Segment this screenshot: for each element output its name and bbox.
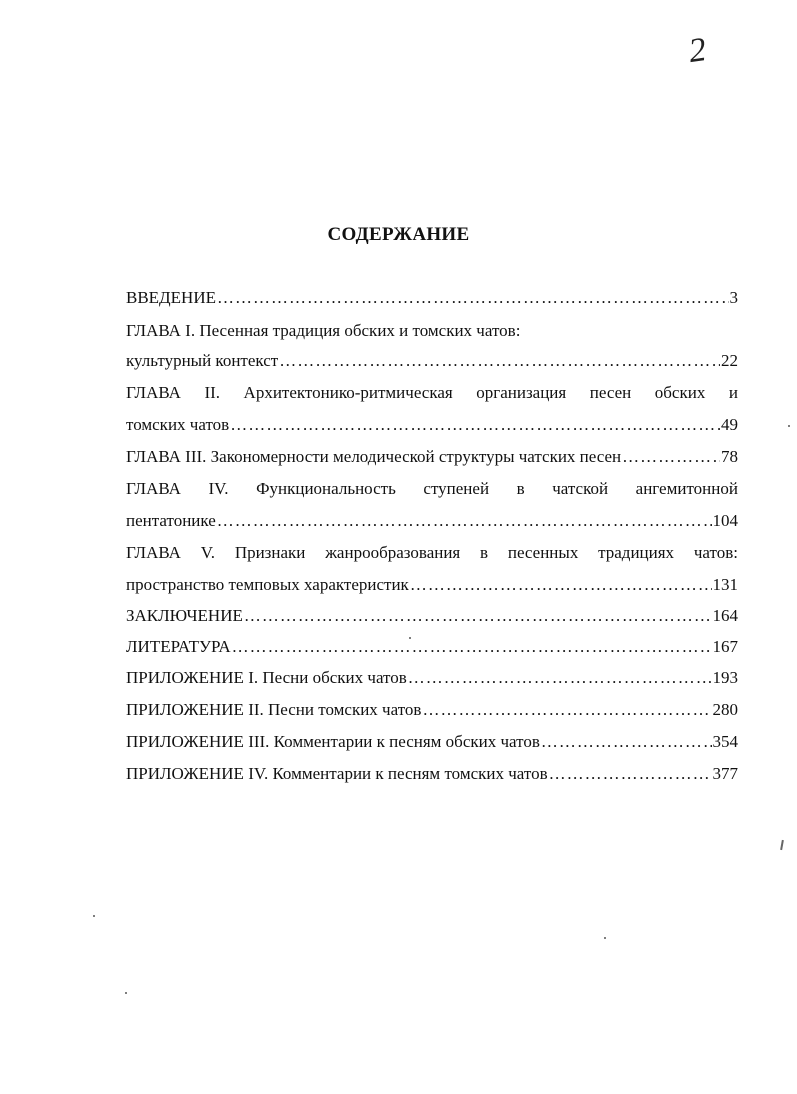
toc-entry-intro: [126, 285, 738, 311]
word: чатской: [552, 479, 609, 498]
toc-entry-literature: [126, 634, 738, 660]
dot-leader: [549, 761, 712, 787]
toc-entry-label: ПРИЛОЖЕНИЕ I. Песни обских чатов: [126, 668, 407, 687]
toc-entry-conclusion: [126, 603, 738, 629]
toc-entry-page: 354: [712, 732, 738, 751]
scan-speck: [93, 915, 95, 917]
toc-entry-appendix-4: [126, 761, 738, 787]
toc-entry-chapter-4-line-1: [126, 476, 738, 502]
dot-leader: [217, 285, 729, 311]
word: ангемитонной: [635, 479, 738, 498]
toc-entry-chapter-5-line-1: [126, 540, 738, 566]
scan-speck: [125, 992, 127, 994]
word: ГЛАВА: [126, 543, 181, 562]
word: жанрообразования: [325, 543, 461, 562]
toc-entry-label: томских чатов: [126, 415, 230, 434]
scan-speck: [788, 425, 790, 427]
toc-entry-page: 3: [729, 288, 738, 307]
word: песенных: [507, 543, 579, 562]
dot-leader: [408, 665, 712, 691]
toc-entry-label: культурный контекст: [126, 351, 279, 370]
scan-speck: [409, 637, 411, 639]
toc-entry-page: 49: [721, 415, 738, 434]
dot-leader: [410, 572, 712, 598]
toc-entry-label: ГЛАВА III. Закономерности мелодической структуры чатских песен: [126, 447, 622, 466]
word: ГЛАВА: [126, 383, 181, 402]
dot-leader: [232, 634, 712, 660]
toc-entry-label: ПРИЛОЖЕНИЕ IV. Комментарии к песням томских чатов: [126, 764, 548, 783]
dot-leader: [422, 697, 711, 723]
dot-leader: [541, 729, 712, 755]
word: в: [516, 479, 525, 498]
word: традициях: [598, 543, 675, 562]
toc-entry-page: 78: [721, 447, 738, 466]
dot-leader: [244, 603, 712, 629]
scan-speck: [604, 937, 606, 939]
toc-entry-appendix-1: [126, 665, 738, 691]
toc-entry-chapter-3: [126, 444, 738, 470]
word: V.: [200, 543, 216, 562]
word: обских: [654, 383, 706, 402]
word: организация: [476, 383, 567, 402]
word: Признаки: [234, 543, 306, 562]
word: II.: [204, 383, 221, 402]
toc-entry-chapter-5-line-2: [126, 572, 738, 598]
toc-entry-page: 22: [721, 351, 738, 370]
toc-entry-page: 280: [712, 700, 738, 719]
dot-leader: [279, 348, 720, 374]
toc-entry-page: 167: [712, 637, 738, 656]
toc-entry-label: пространство темповых характеристик: [126, 575, 409, 594]
toc-entry-chapter-2-line-1: [126, 380, 738, 406]
word: и: [728, 383, 738, 402]
toc-entry-page: 193: [712, 668, 738, 687]
toc-entry-label: ЛИТЕРАТУРА: [126, 637, 231, 656]
toc-entry-chapter-1-line-2: [126, 348, 738, 374]
word: Архитектонико-ритмическая: [243, 383, 453, 402]
word: в: [480, 543, 489, 562]
toc-entry-label: ПРИЛОЖЕНИЕ III. Комментарии к песням обских чатов: [126, 732, 540, 751]
dot-leader: [622, 444, 720, 470]
toc-entry-chapter-1-line-1: ГЛАВА I. Песенная традиция обских и томских чатов:: [126, 321, 521, 340]
page-title: СОДЕРЖАНИЕ: [327, 224, 470, 245]
handwritten-page-number: 2: [686, 31, 709, 71]
toc-entry-chapter-2-line-2: [126, 412, 738, 438]
dot-leader: [217, 508, 712, 534]
word: ГЛАВА: [126, 479, 181, 498]
toc-entry-page: 377: [712, 764, 738, 783]
scan-mark: [780, 840, 784, 850]
dot-leader: [230, 412, 720, 438]
toc-entry-label: пентатонике: [126, 511, 216, 530]
toc-entry-appendix-3: [126, 729, 738, 755]
toc-entry-label: ПРИЛОЖЕНИЕ II. Песни томских чатов: [126, 700, 422, 719]
word: IV.: [208, 479, 229, 498]
word: песен: [589, 383, 632, 402]
toc-entry-label: ВВЕДЕНИЕ: [126, 288, 216, 307]
toc-entry-page: 131: [712, 575, 738, 594]
word: ступеней: [423, 479, 490, 498]
toc-entry-page: 164: [712, 606, 738, 625]
word: Функциональность: [256, 479, 396, 498]
word: чатов:: [693, 543, 738, 562]
toc-entry-chapter-4-line-2: [126, 508, 738, 534]
toc-entry-appendix-2: [126, 697, 738, 723]
toc-entry-page: 104: [712, 511, 738, 530]
toc-entry-label: ЗАКЛЮЧЕНИЕ: [126, 606, 243, 625]
